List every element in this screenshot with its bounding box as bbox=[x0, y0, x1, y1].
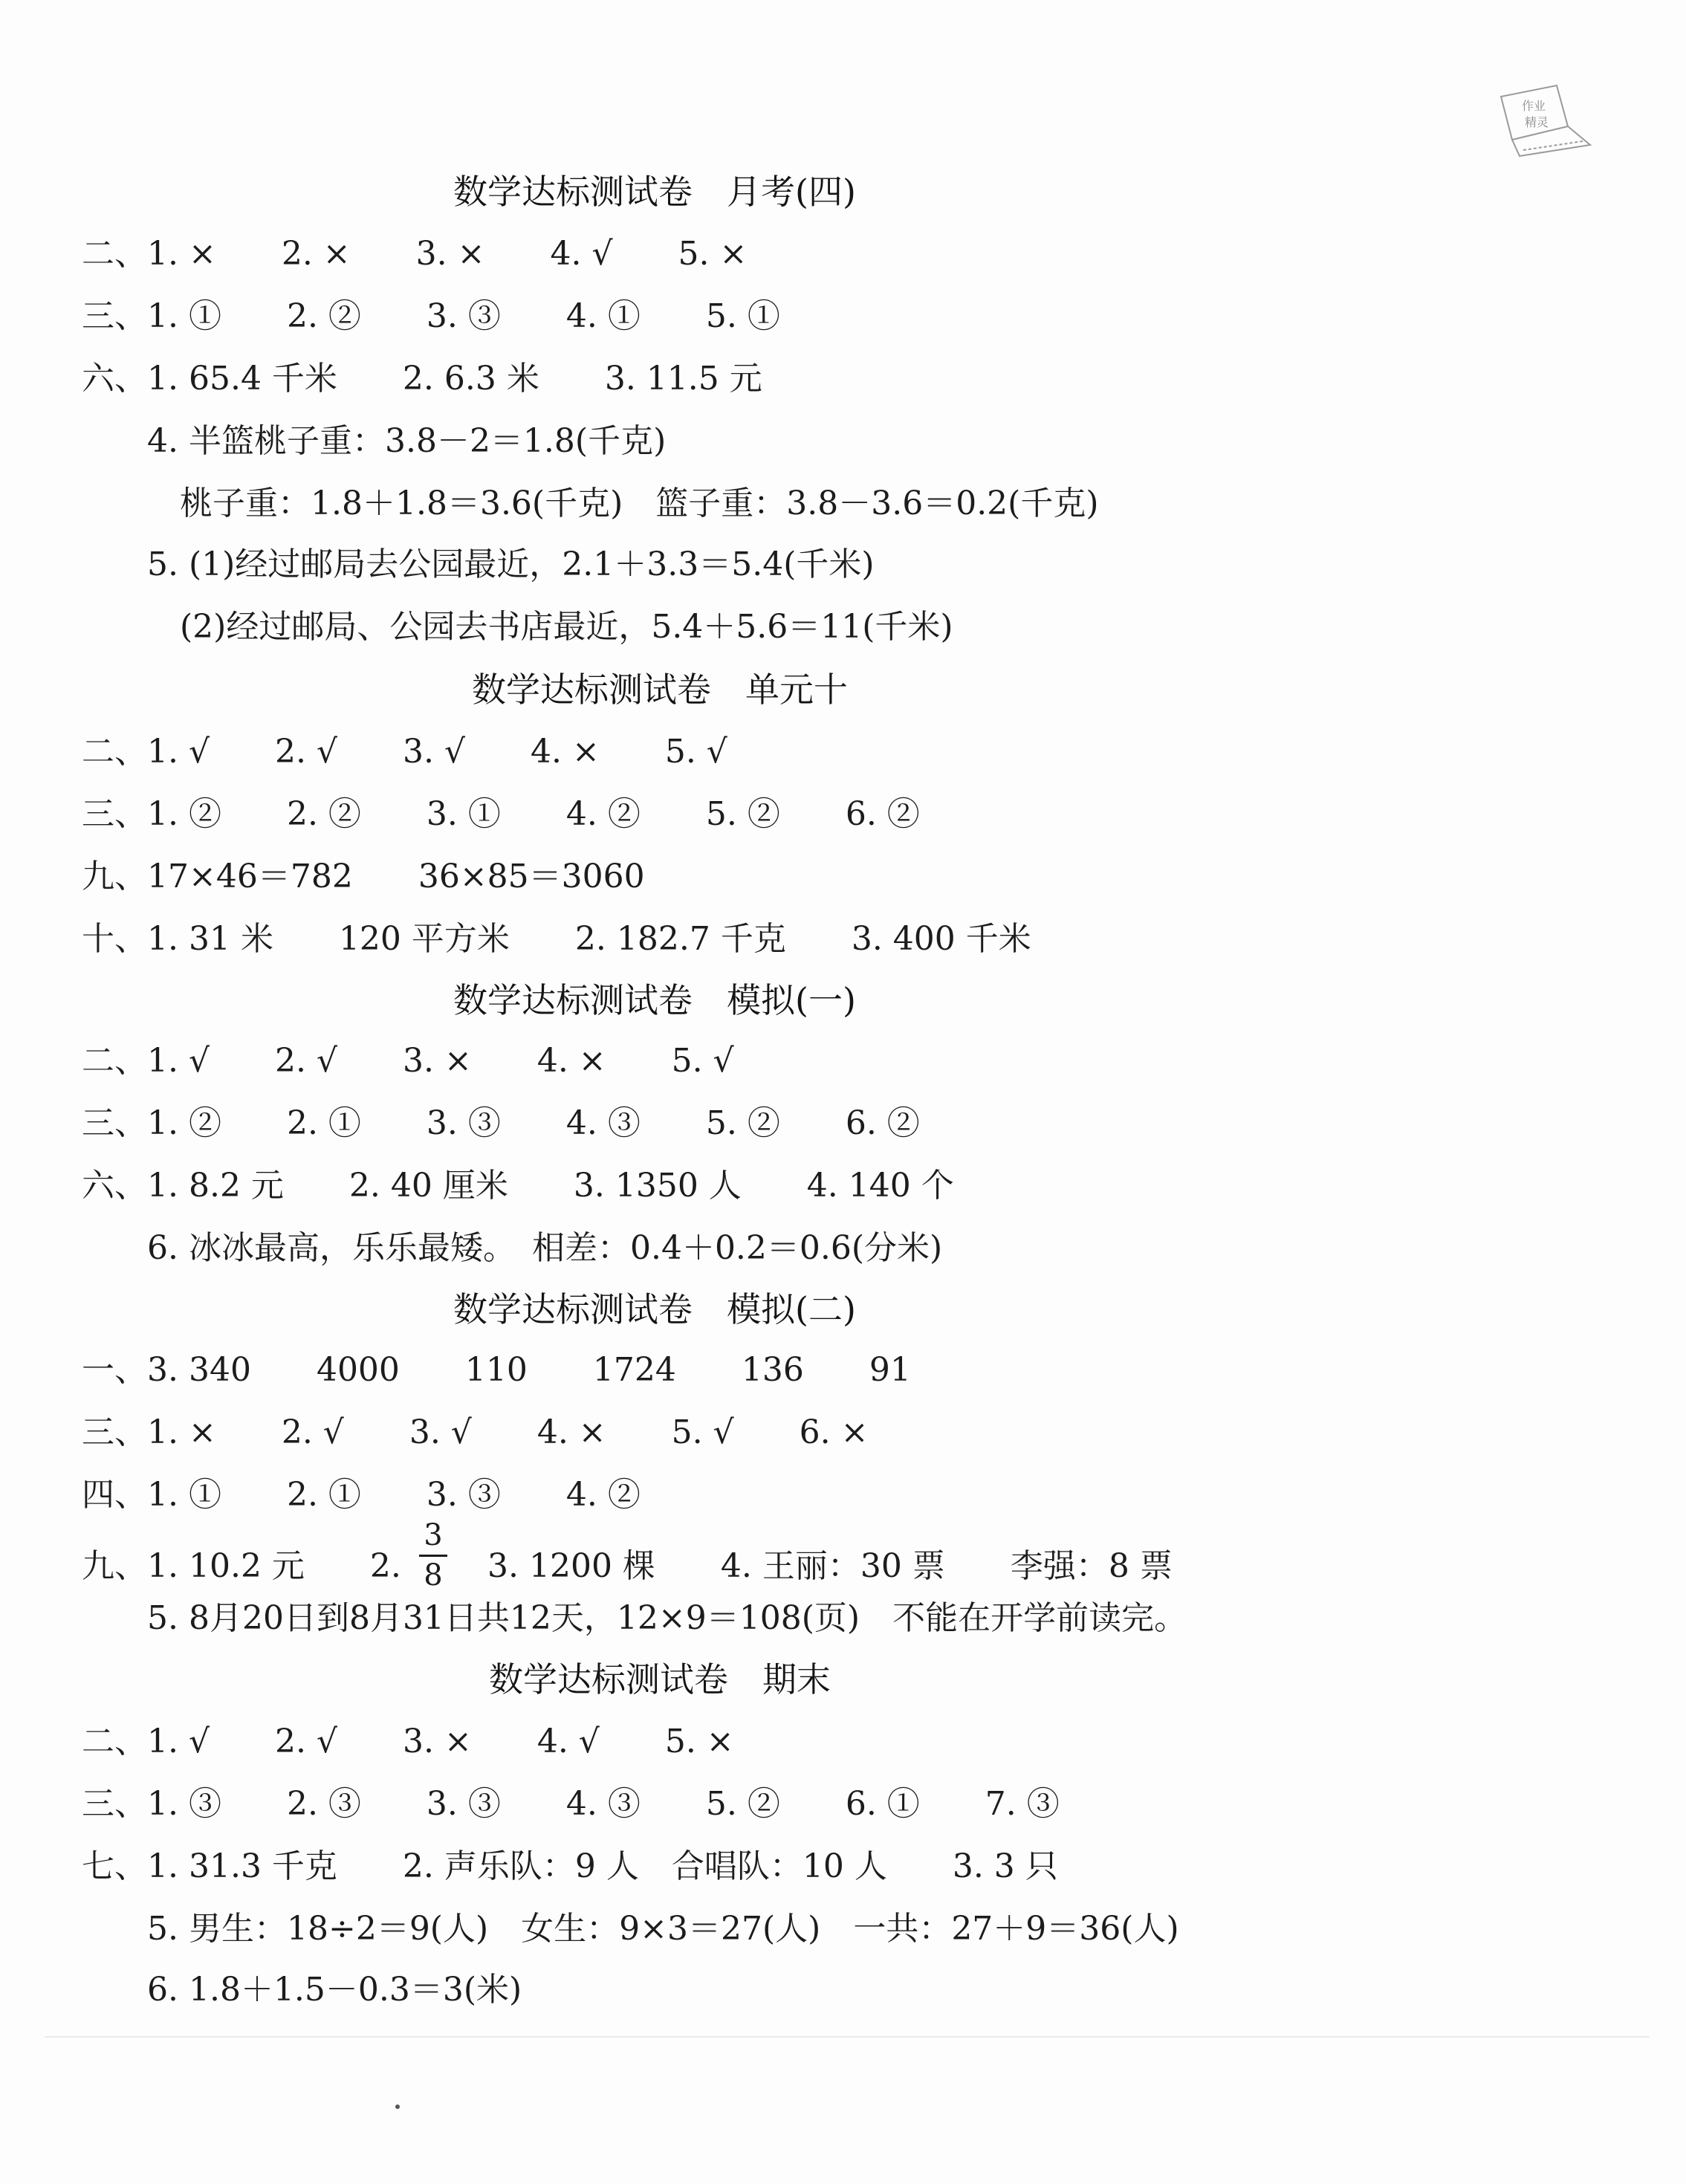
fraction-bar bbox=[419, 1555, 447, 1557]
answer-line: 三、1. ① 2. ② 3. ③ 4. ① 5. ① bbox=[82, 297, 780, 335]
answer-line: 一、3. 340 4000 110 1724 136 91 bbox=[82, 1351, 911, 1389]
section-title-monthly-4: 数学达标测试卷 月考(四) bbox=[453, 172, 856, 212]
answer-line: 5. 男生：18÷2＝9(人) 女生：9×3＝27(人) 一共：27＋9＝36(人) bbox=[82, 1910, 1179, 1948]
answer-line: 七、1. 31.3 千克 2. 声乐队：9 人 合唱队：10 人 3. 3 只 bbox=[82, 1847, 1058, 1885]
answer-line: 三、1. ② 2. ① 3. ③ 4. ③ 5. ② 6. ② bbox=[82, 1104, 920, 1142]
answer-line-fraction-before: 九、1. 10.2 元 2. bbox=[82, 1547, 412, 1585]
answer-line: 桃子重：1.8＋1.8＝3.6(千克) 篮子重：3.8－3.6＝0.2(千克) bbox=[82, 485, 1099, 522]
answer-line: 三、1. ② 2. ② 3. ① 4. ② 5. ② 6. ② bbox=[82, 795, 920, 833]
publisher-logo-icon bbox=[1486, 82, 1598, 163]
svg-text:作业: 作业 bbox=[1522, 99, 1546, 113]
answer-line: 二、1. × 2. × 3. × 4. √ 5. × bbox=[82, 235, 748, 273]
page-bottom-divider bbox=[45, 2036, 1650, 2038]
section-title-unit-10: 数学达标测试卷 单元十 bbox=[472, 670, 848, 710]
fraction-numerator: 3 bbox=[424, 1518, 443, 1552]
answer-line: (2)经过邮局、公园去书店最近，5.4＋5.6＝11(千米) bbox=[82, 608, 953, 646]
answer-line: 6. 1.8＋1.5－0.3＝3(米) bbox=[82, 1971, 522, 2009]
scan-speck bbox=[395, 2104, 400, 2109]
answer-line: 4. 半篮桃子重：3.8－2＝1.8(千克) bbox=[82, 422, 667, 460]
section-title-mock-2: 数学达标测试卷 模拟(二) bbox=[453, 1289, 856, 1329]
answer-line: 5. (1)经过邮局去公园最近，2.1＋3.3＝5.4(千米) bbox=[82, 545, 875, 583]
answer-line-fraction-after: 3. 1200 棵 4. 王丽：30 票 李强：8 票 bbox=[455, 1547, 1173, 1585]
section-title-mock-1: 数学达标测试卷 模拟(一) bbox=[453, 980, 856, 1020]
answer-line: 5. 8月20日到8月31日共12天，12×9＝108(页) 不能在开学前读完。 bbox=[82, 1599, 1187, 1637]
answer-line: 二、1. √ 2. √ 3. √ 4. × 5. √ bbox=[82, 733, 727, 771]
answer-line: 六、1. 8.2 元 2. 40 厘米 3. 1350 人 4. 140 个 bbox=[82, 1167, 954, 1205]
answer-line: 十、1. 31 米 120 平方米 2. 182.7 千克 3. 400 千米 bbox=[82, 920, 1031, 958]
answer-line: 二、1. √ 2. √ 3. × 4. × 5. √ bbox=[82, 1042, 734, 1080]
answer-line: 三、1. × 2. √ 3. √ 4. × 5. √ 6. × bbox=[82, 1413, 869, 1451]
answer-line: 三、1. ③ 2. ③ 3. ③ 4. ③ 5. ② 6. ① 7. ③ bbox=[82, 1785, 1060, 1823]
fraction-denominator: 8 bbox=[424, 1558, 443, 1592]
section-title-final: 数学达标测试卷 期末 bbox=[489, 1659, 831, 1699]
svg-text:精灵: 精灵 bbox=[1525, 115, 1549, 129]
answer-line: 四、1. ① 2. ① 3. ③ 4. ② bbox=[82, 1476, 641, 1514]
answer-line: 六、1. 65.4 千米 2. 6.3 米 3. 11.5 元 bbox=[82, 360, 762, 398]
answer-line: 九、17×46＝782 36×85＝3060 bbox=[82, 858, 645, 895]
answer-line: 6. 冰冰最高，乐乐最矮。 相差：0.4＋0.2＝0.6(分米) bbox=[82, 1229, 943, 1267]
answer-line: 二、1. √ 2. √ 3. × 4. √ 5. × bbox=[82, 1723, 734, 1760]
